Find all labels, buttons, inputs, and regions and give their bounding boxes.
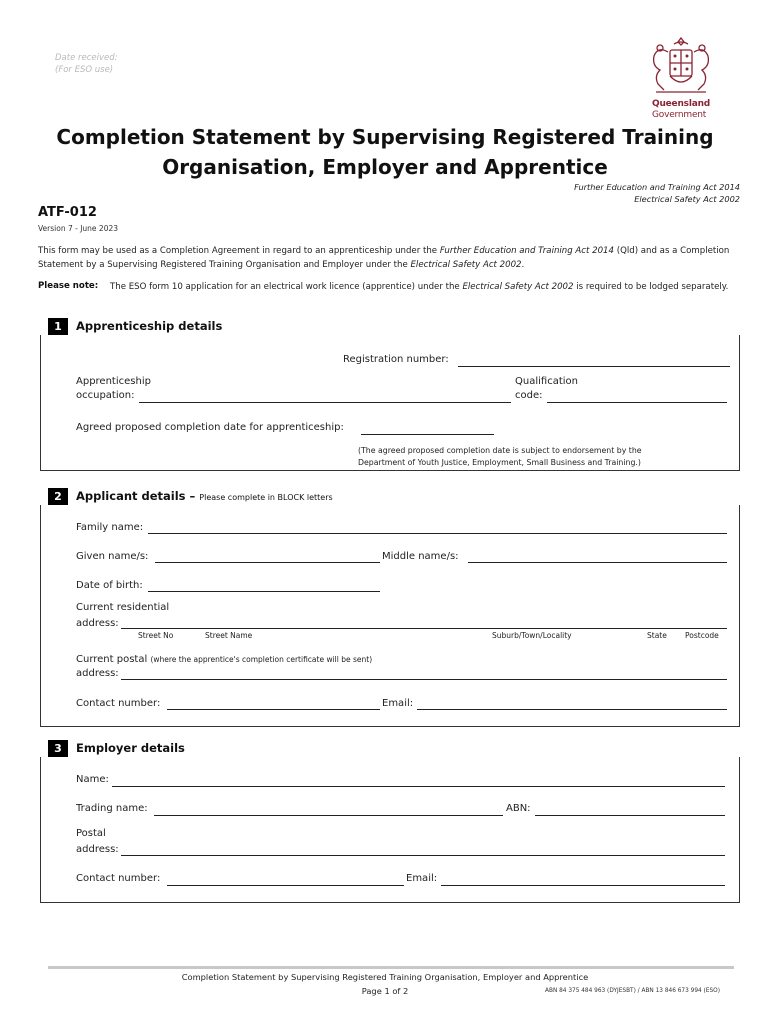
suburb-caption: Suburb/Town/Locality xyxy=(492,631,572,640)
given-names-label: Given name/s: xyxy=(76,551,149,562)
residential-address-field[interactable] xyxy=(121,628,727,629)
footer-divider xyxy=(48,966,734,969)
section-2-subtitle: Please complete in BLOCK letters xyxy=(199,493,333,502)
form-version: Version 7 - June 2023 xyxy=(38,224,119,233)
occupation-field[interactable] xyxy=(139,402,511,403)
employer-email-field[interactable] xyxy=(441,885,725,886)
form-code: ATF-012 xyxy=(38,205,97,220)
qualification-code-field[interactable] xyxy=(547,402,727,403)
employer-name-field[interactable] xyxy=(112,786,725,787)
footer-title: Completion Statement by Supervising Registered Training Organisation, Employer and Apprentice xyxy=(181,972,589,982)
qualification-label-line1: Qualification xyxy=(515,376,578,387)
occupation-label-line2: occupation: xyxy=(76,390,135,401)
intro-act1: Further Education and Training Act 2014 xyxy=(439,246,614,256)
note-text-b: is required to be lodged separately. xyxy=(573,282,729,292)
agreed-date-note-line2: Department of Youth Justice, Employment, Small Business and Training.) xyxy=(358,458,641,467)
registration-number-field[interactable] xyxy=(458,366,730,367)
postcode-caption: Postcode xyxy=(685,631,719,640)
given-names-field[interactable] xyxy=(155,562,380,563)
date-received-label xyxy=(55,52,118,76)
trading-name-field[interactable] xyxy=(154,815,503,816)
date-of-birth-field[interactable] xyxy=(148,591,380,592)
middle-names-field[interactable] xyxy=(468,562,727,563)
abn-field[interactable] xyxy=(535,815,725,816)
section-3-number: 3 xyxy=(48,740,68,757)
section-1-number: 1 xyxy=(48,318,68,335)
agreed-date-note-line1: (The agreed proposed completion date is subject to endorsement by the xyxy=(358,446,642,455)
applicant-email-field[interactable] xyxy=(417,709,727,710)
please-note-text xyxy=(110,281,742,295)
residential-address-label-line1: Current residential xyxy=(76,602,170,613)
qualification-label-line2: code: xyxy=(515,390,543,401)
queensland-government-logo xyxy=(640,34,722,124)
document-title-line1: Completion Statement by Supervising Registered Training xyxy=(56,125,714,149)
applicant-contact-label: Contact number: xyxy=(76,698,161,709)
street-no-caption: Street No xyxy=(138,631,174,640)
intro-act2: Electrical Safety Act 2002 xyxy=(410,259,522,270)
employer-contact-field[interactable] xyxy=(167,885,404,886)
note-act: Electrical Safety Act 2002 xyxy=(462,282,574,292)
family-name-label: Family name: xyxy=(76,522,144,533)
coat-of-arms-icon xyxy=(640,34,722,98)
employer-contact-label: Contact number: xyxy=(76,873,161,884)
agreed-completion-date-field[interactable] xyxy=(361,434,494,435)
act-reference-1: Further Education and Training Act 2014 xyxy=(574,182,740,192)
logo-queensland-text: Queensland xyxy=(652,99,711,109)
employer-postal-field[interactable] xyxy=(121,855,725,856)
middle-names-label: Middle name/s: xyxy=(382,551,459,562)
please-note-label: Please note: xyxy=(38,281,99,291)
residential-address-label-line2: address: xyxy=(76,618,119,629)
section-1-title: Apprenticeship details xyxy=(76,319,223,333)
logo-government-text: Government xyxy=(652,110,707,120)
employer-postal-label-line1: Postal xyxy=(76,828,106,839)
agreed-date-note xyxy=(358,445,642,469)
section-2-title xyxy=(76,489,333,503)
intro-text-a: This form may be used as a Completion Agreement in regard to an apprenticeship under the xyxy=(38,246,440,256)
intro-paragraph xyxy=(38,245,743,272)
section-2-box xyxy=(40,505,740,727)
act-reference-2: Electrical Safety Act 2002 xyxy=(634,194,740,204)
note-text-a: The ESO form 10 application for an electrical work licence (apprentice) under the xyxy=(110,282,463,292)
trading-name-label: Trading name: xyxy=(76,803,148,814)
applicant-contact-field[interactable] xyxy=(167,709,380,710)
document-title xyxy=(40,122,730,182)
occupation-label-line1: Apprenticeship xyxy=(76,376,151,387)
employer-postal-label-line2: address: xyxy=(76,844,119,855)
postal-address-label-text: Current postal xyxy=(76,654,148,665)
for-eso-use-text: (For ESO use) xyxy=(55,65,114,75)
section-3-title: Employer details xyxy=(76,741,185,755)
postal-address-note: (where the apprentice's completion certificate will be sent) xyxy=(150,655,373,664)
family-name-field[interactable] xyxy=(148,533,727,534)
document-title-line2: Organisation, Employer and Apprentice xyxy=(162,155,608,179)
date-received-text: Date received: xyxy=(55,53,118,63)
agreed-completion-date-label: Agreed proposed completion date for apprenticeship: xyxy=(76,422,344,433)
postal-address-label-line2: address: xyxy=(76,668,119,679)
intro-text-b: (Qld) and as a Completion Statement by a Supervising Registered Training Organisation and Employer under the xyxy=(38,246,730,270)
applicant-email-label: Email: xyxy=(382,698,414,709)
postal-address-label-line1 xyxy=(76,654,372,665)
page-number: Page 1 of 2 xyxy=(361,986,409,996)
registration-number-label: Registration number: xyxy=(343,354,449,365)
legislation-references xyxy=(574,181,740,205)
employer-email-label: Email: xyxy=(406,873,438,884)
footer-abn: ABN 84 375 484 963 (DYJESBT) / ABN 13 846 673 994 (ESO) xyxy=(545,988,720,994)
intro-text-c: . xyxy=(521,259,525,270)
employer-name-label: Name: xyxy=(76,774,109,785)
date-of-birth-label: Date of birth: xyxy=(76,580,143,591)
street-name-caption: Street Name xyxy=(205,631,253,640)
state-caption: State xyxy=(647,631,667,640)
section-2-number: 2 xyxy=(48,488,68,505)
section-2-title-text: Applicant details – xyxy=(76,489,200,503)
abn-label: ABN: xyxy=(506,803,531,814)
postal-address-field[interactable] xyxy=(121,679,727,680)
